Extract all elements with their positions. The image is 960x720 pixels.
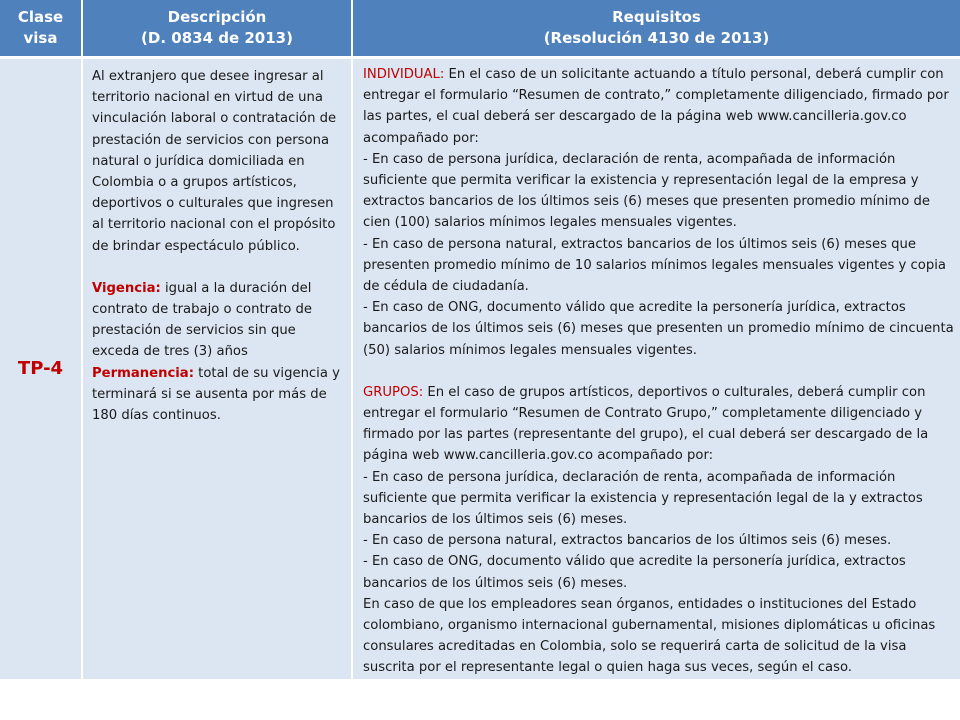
header-clase-visa	[0, 0, 82, 58]
vigencia-text: igual a la duración del contrato de trabajo o contrato de prestación de servicios sin que exceda de tres (3) años	[92, 280, 313, 360]
list-item: - En caso de ONG, documento válido que acredite la personería jurídica, extractos bancarios de los últimos seis (6) meses que presenten un promedio mínimo de cincuenta (50) salarios mínimos legales mensuales vigentes.	[363, 300, 954, 358]
list-item: - En caso de persona natural, extractos bancarios de los últimos seis (6) meses.	[363, 533, 892, 549]
clase-visa-code: TP-4	[17, 358, 64, 380]
descripcion-cell	[82, 58, 352, 679]
list-item: - En caso de persona jurídica, declaración de renta, acompañada de información suficiente que permita verificar la existencia y representación legal de la y extractos bancarios de los últimos seis (6) meses.	[363, 469, 923, 528]
header-descripcion	[82, 0, 352, 58]
permanencia-text: total de su vigencia y terminará si se ausenta por más de 180 días continuos.	[92, 365, 340, 424]
permanencia-label: Permanencia:	[92, 365, 194, 381]
grupos-paragraph	[363, 382, 954, 467]
header-desc-line1: Descripción	[167, 8, 267, 26]
individual-text: En el caso de un solicitante actuando a título personal, deberá cumplir con entregar el formulario “Resumen de contrato,” completamente diligenciado, firmado por las partes, el cual deberá ser descargado de la página web www.cancilleria.gov.co acompañado por:	[363, 67, 949, 146]
list-item: - En caso de persona jurídica, declaración de renta, acompañada de información suficiente que permita verificar la existencia y representación legal de la empresa y extractos bancarios de los últimos seis (6) meses que presenten promedio mínimo de cien (100) salarios mínimos legales mensuales vigentes.	[363, 151, 930, 231]
vigencia-paragraph	[92, 278, 345, 363]
list-item: - En caso de ONG, documento válido que acredite la personería jurídica, extractos bancarios de los últimos seis (6) meses.	[363, 554, 906, 591]
header-requisitos	[352, 0, 960, 58]
descripcion-body: Al extranjero que desee ingresar al territorio nacional en virtud de una vinculación laboral o contratación de prestación de servicios con persona natural o jurídica domiciliada en Colombia o a grupos artísticos, deportivos o culturales que ingresen al territorio nacional con el propósito de brindar espectáculo público.	[92, 69, 337, 254]
clase-visa-cell	[0, 58, 82, 679]
closing-paragraph: En caso de que los empleadores sean órganos, entidades o instituciones del Estado colombiano, organismo internacional gubernamental, misiones diplomáticas u oficinas consulares acreditadas en Colombia, solo se requerirá carta de solicitud de la visa suscrita por el representante legal o quien haga sus veces, según el caso.	[363, 596, 936, 676]
individual-paragraph	[363, 64, 954, 149]
permanencia-paragraph	[92, 363, 345, 427]
header-clase-line1: Clase	[17, 8, 64, 26]
grupos-text: En el caso de grupos artísticos, deportivos o culturales, deberá cumplir con entregar el formulario “Resumen de Contrato Grupo,” completamente diligenciado y firmado por las partes (representante del grupo), el cual deberá ser descargado de la página web www.cancilleria.gov.co acompañado por:	[363, 384, 929, 464]
list-item: - En caso de persona natural, extractos bancarios de los últimos seis (6) meses que presenten promedio mínimo de 10 salarios mínimos legales mensuales vigentes y copia de cédula de ciudadanía.	[363, 236, 946, 295]
table-header-row	[0, 0, 960, 58]
requisitos-cell	[352, 58, 960, 679]
header-clase-line2: visa	[23, 29, 58, 47]
individual-label: INDIVIDUAL:	[363, 67, 445, 82]
vigencia-label: Vigencia:	[92, 280, 161, 296]
header-desc-line2: (D. 0834 de 2013)	[141, 29, 293, 47]
table-row	[0, 58, 960, 679]
grupos-label: GRUPOS:	[363, 384, 424, 400]
header-req-line2: (Resolución 4130 de 2013)	[543, 29, 770, 47]
header-req-line1: Requisitos	[612, 8, 701, 26]
